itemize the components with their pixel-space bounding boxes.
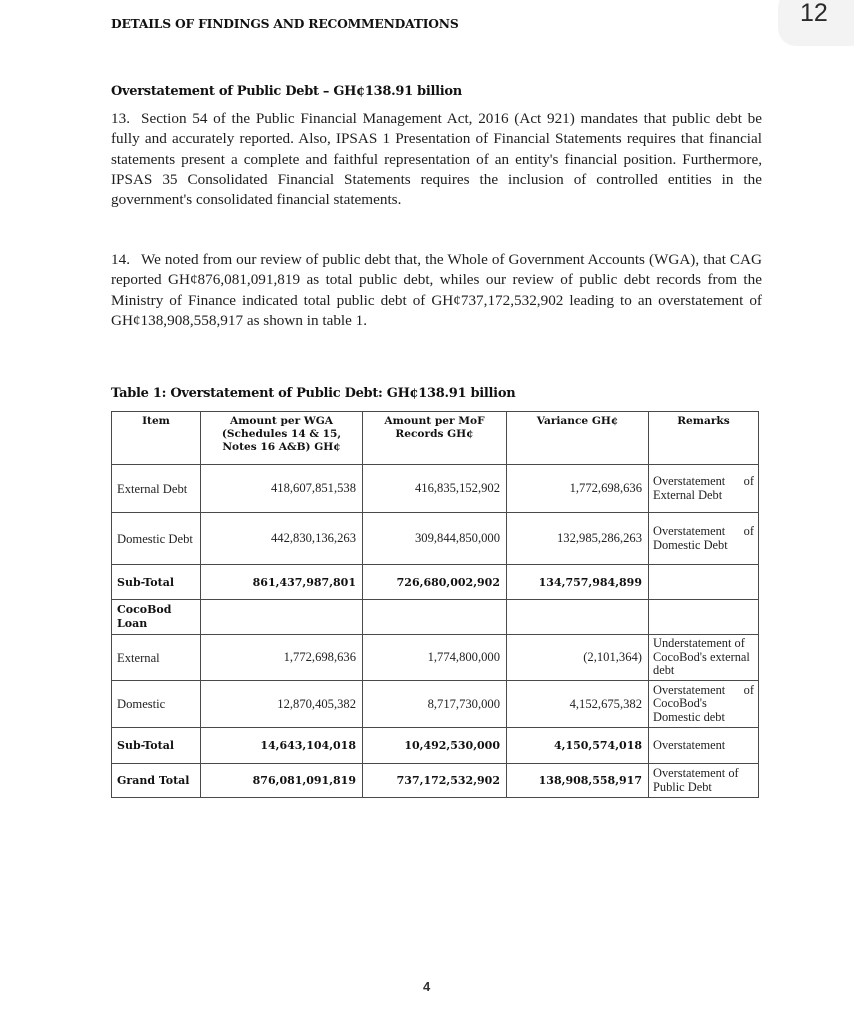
cell-remarks: Understatement of CocoBod's external debt xyxy=(649,635,759,681)
cell-item: Grand Total xyxy=(112,764,201,798)
cell-item: Domestic xyxy=(112,681,201,728)
cell-wga: 442,830,136,263 xyxy=(201,513,363,565)
section-heading: DETAILS OF FINDINGS AND RECOMMENDATIONS xyxy=(111,16,459,31)
cell-mof: 737,172,532,902 xyxy=(363,764,507,798)
cell-mof: 8,717,730,000 xyxy=(363,681,507,728)
page-indicator-badge xyxy=(778,0,854,46)
cell-remarks: Overstatement xyxy=(649,728,759,764)
cell-variance xyxy=(507,600,649,635)
cell-remarks: Overstatement of Domestic Debt xyxy=(649,513,759,565)
cell-wga: 14,643,104,018 xyxy=(201,728,363,764)
cell-mof xyxy=(363,600,507,635)
cell-item: CocoBod Loan xyxy=(112,600,201,635)
cell-remarks xyxy=(649,565,759,600)
cell-item: External xyxy=(112,635,201,681)
cell-mof: 10,492,530,000 xyxy=(363,728,507,764)
paragraph-text: We noted from our review of public debt that, the Whole of Government Accounts (WGA), that CAG reported GH¢876,081,091,819 as total public debt, whiles our review of public debt records from the Ministry of Finance indicated total public debt of GH¢737,172,532,902 leading to an overstatement of GH¢138,908,558,917 as shown in table 1. xyxy=(111,251,762,329)
table-row xyxy=(112,681,759,728)
page-number: 4 xyxy=(423,979,431,994)
cell-variance: (2,101,364) xyxy=(507,635,649,681)
cell-wga: 876,081,091,819 xyxy=(201,764,363,798)
cell-remarks: Overstatement of External Debt xyxy=(649,465,759,513)
cell-mof: 416,835,152,902 xyxy=(363,465,507,513)
header-mof: Amount per MoF Records GH¢ xyxy=(363,412,507,465)
table-row xyxy=(112,465,759,513)
cell-item: Sub-Total xyxy=(112,565,201,600)
cell-wga: 418,607,851,538 xyxy=(201,465,363,513)
cell-variance: 4,152,675,382 xyxy=(507,681,649,728)
cell-variance: 134,757,984,899 xyxy=(507,565,649,600)
cell-remarks: Overstatement of Public Debt xyxy=(649,764,759,798)
table-row-group-heading xyxy=(112,600,759,635)
table-header-row xyxy=(112,412,759,465)
cell-variance: 4,150,574,018 xyxy=(507,728,649,764)
cell-mof: 309,844,850,000 xyxy=(363,513,507,565)
header-variance: Variance GH¢ xyxy=(507,412,649,465)
paragraph-number: 14. xyxy=(111,251,130,268)
cell-mof: 726,680,002,902 xyxy=(363,565,507,600)
cell-mof: 1,774,800,000 xyxy=(363,635,507,681)
cell-variance: 138,908,558,917 xyxy=(507,764,649,798)
paragraph-number: 13. xyxy=(111,110,130,127)
cell-wga: 861,437,987,801 xyxy=(201,565,363,600)
header-item: Item xyxy=(112,412,201,465)
table-row xyxy=(112,635,759,681)
public-debt-table xyxy=(111,411,759,798)
page-indicator: 12 xyxy=(800,0,828,27)
cell-variance: 1,772,698,636 xyxy=(507,465,649,513)
cell-remarks xyxy=(649,600,759,635)
cell-item: Domestic Debt xyxy=(112,513,201,565)
header-wga: Amount per WGA (Schedules 14 & 15, Notes 16 A&B) GH¢ xyxy=(201,412,363,465)
table-title: Table 1: Overstatement of Public Debt: GH¢138.91 billion xyxy=(111,386,516,401)
finding-title: Overstatement of Public Debt – GH¢138.91 billion xyxy=(111,84,462,99)
cell-remarks: Overstatement of CocoBod's Domestic debt xyxy=(649,681,759,728)
cell-wga xyxy=(201,600,363,635)
cell-wga: 12,870,405,382 xyxy=(201,681,363,728)
header-remarks: Remarks xyxy=(649,412,759,465)
table-row xyxy=(112,513,759,565)
table-row-subtotal xyxy=(112,728,759,764)
paragraph-14 xyxy=(111,250,762,331)
cell-item: External Debt xyxy=(112,465,201,513)
cell-wga: 1,772,698,636 xyxy=(201,635,363,681)
paragraph-13 xyxy=(111,109,762,210)
cell-item: Sub-Total xyxy=(112,728,201,764)
table-row-subtotal xyxy=(112,565,759,600)
paragraph-text: Section 54 of the Public Financial Management Act, 2016 (Act 921) mandates that public debt be fully and accurately reported. Also, IPSAS 1 Presentation of Financial Statements requires that financial statements present a complete and faithful representation of an entity's financial position. Furthermore, IPSAS 35 Consolidated Financial Statements requires the inclusion of controlled entities in the government's consolidated financial statements. xyxy=(111,110,762,209)
cell-variance: 132,985,286,263 xyxy=(507,513,649,565)
table-row-grand-total xyxy=(112,764,759,798)
